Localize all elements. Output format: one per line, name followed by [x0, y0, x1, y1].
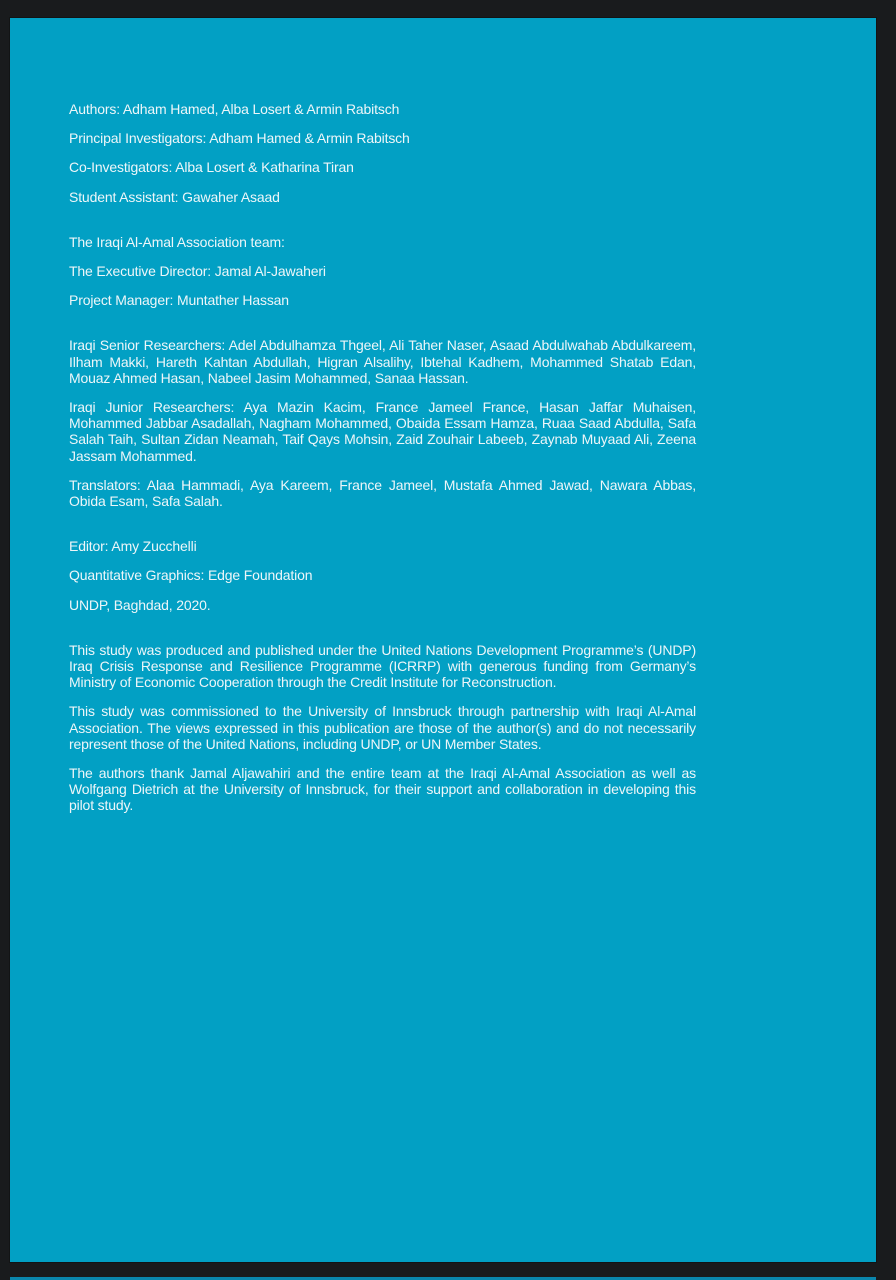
junior-researchers-paragraph: Iraqi Junior Researchers: Aya Mazin Kacim, France Jameel France, Hasan Jaffar Muhaisen, Mohammed Jabbar Asadallah, Nagham Mohammed, Obaida Essam Hamza, Ruaa Saad Abdulla, Safa Salah Taih, Sultan Zidan Neamah, Taif Qays Mohsin, Zaid Zouhair Labeeb, Zaynab Muyaad Ali, Zeena Jassam Mohammed.	[69, 399, 696, 464]
disclaimer-paragraph-2: This study was commissioned to the University of Innsbruck through partnership with Iraqi Al-Amal Association. The views expressed in this publication are those of the author(s) and do not necessarily represent those of the United Nations, including UNDP, or UN Member States.	[69, 703, 696, 752]
student-assistant-line: Student Assistant: Gawaher Asaad	[69, 188, 280, 205]
quantitative-graphics-line: Quantitative Graphics: Edge Foundation	[69, 567, 313, 584]
disclaimer-paragraph-1: This study was produced and published under the United Nations Development Programme’s (UNDP) Iraq Crisis Response and Resilience Programme (ICRRP) with generous funding from Germany’s Ministry of Economic Cooperation through the Credit Institute for Reconstruction.	[69, 641, 696, 691]
co-investigators-line: Co-Investigators: Alba Losert & Katharina Tiran	[69, 159, 354, 176]
authors-line: Authors: Adham Hamed, Alba Losert & Armin Rabitsch	[69, 101, 400, 117]
publisher-line: UNDP, Baghdad, 2020.	[69, 596, 211, 613]
senior-researchers-paragraph: Iraqi Senior Researchers: Adel Abdulhamza Thgeel, Ali Taher Naser, Asaad Abdulwahab Abdulkareem, Ilham Makki, Hareth Kahtan Abdullah, Higran Alsalihy, Ibtehal Kadhem, Mohammed Shatab Edan, Mouaz Ahmed Hasan, Nabeel Jasim Mohammed, Sanaa Hassan.	[69, 337, 696, 386]
project-manager-line: Project Manager: Muntather Hassan	[69, 292, 289, 309]
credits-content	[69, 101, 696, 827]
team-heading: The Iraqi Al-Amal Association team:	[69, 233, 285, 250]
principal-investigators-line: Principal Investigators: Adham Hamed & Armin Rabitsch	[69, 130, 410, 147]
editor-line: Editor: Amy Zucchelli	[69, 538, 197, 555]
translators-paragraph: Translators: Alaa Hammadi, Aya Kareem, France Jameel, Mustafa Ahmed Jawad, Nawara Abbas, Obida Esam, Safa Salah.	[69, 476, 696, 510]
executive-director-line: The Executive Director: Jamal Al-Jawaheri	[69, 263, 326, 280]
acknowledgements-paragraph: The authors thank Jamal Aljawahiri and the entire team at the Iraqi Al-Amal Association as well as Wolfgang Dietrich at the University of Innsbruck, for their support and collaboration in developing this pilot study.	[69, 765, 696, 814]
document-page	[10, 18, 876, 1262]
